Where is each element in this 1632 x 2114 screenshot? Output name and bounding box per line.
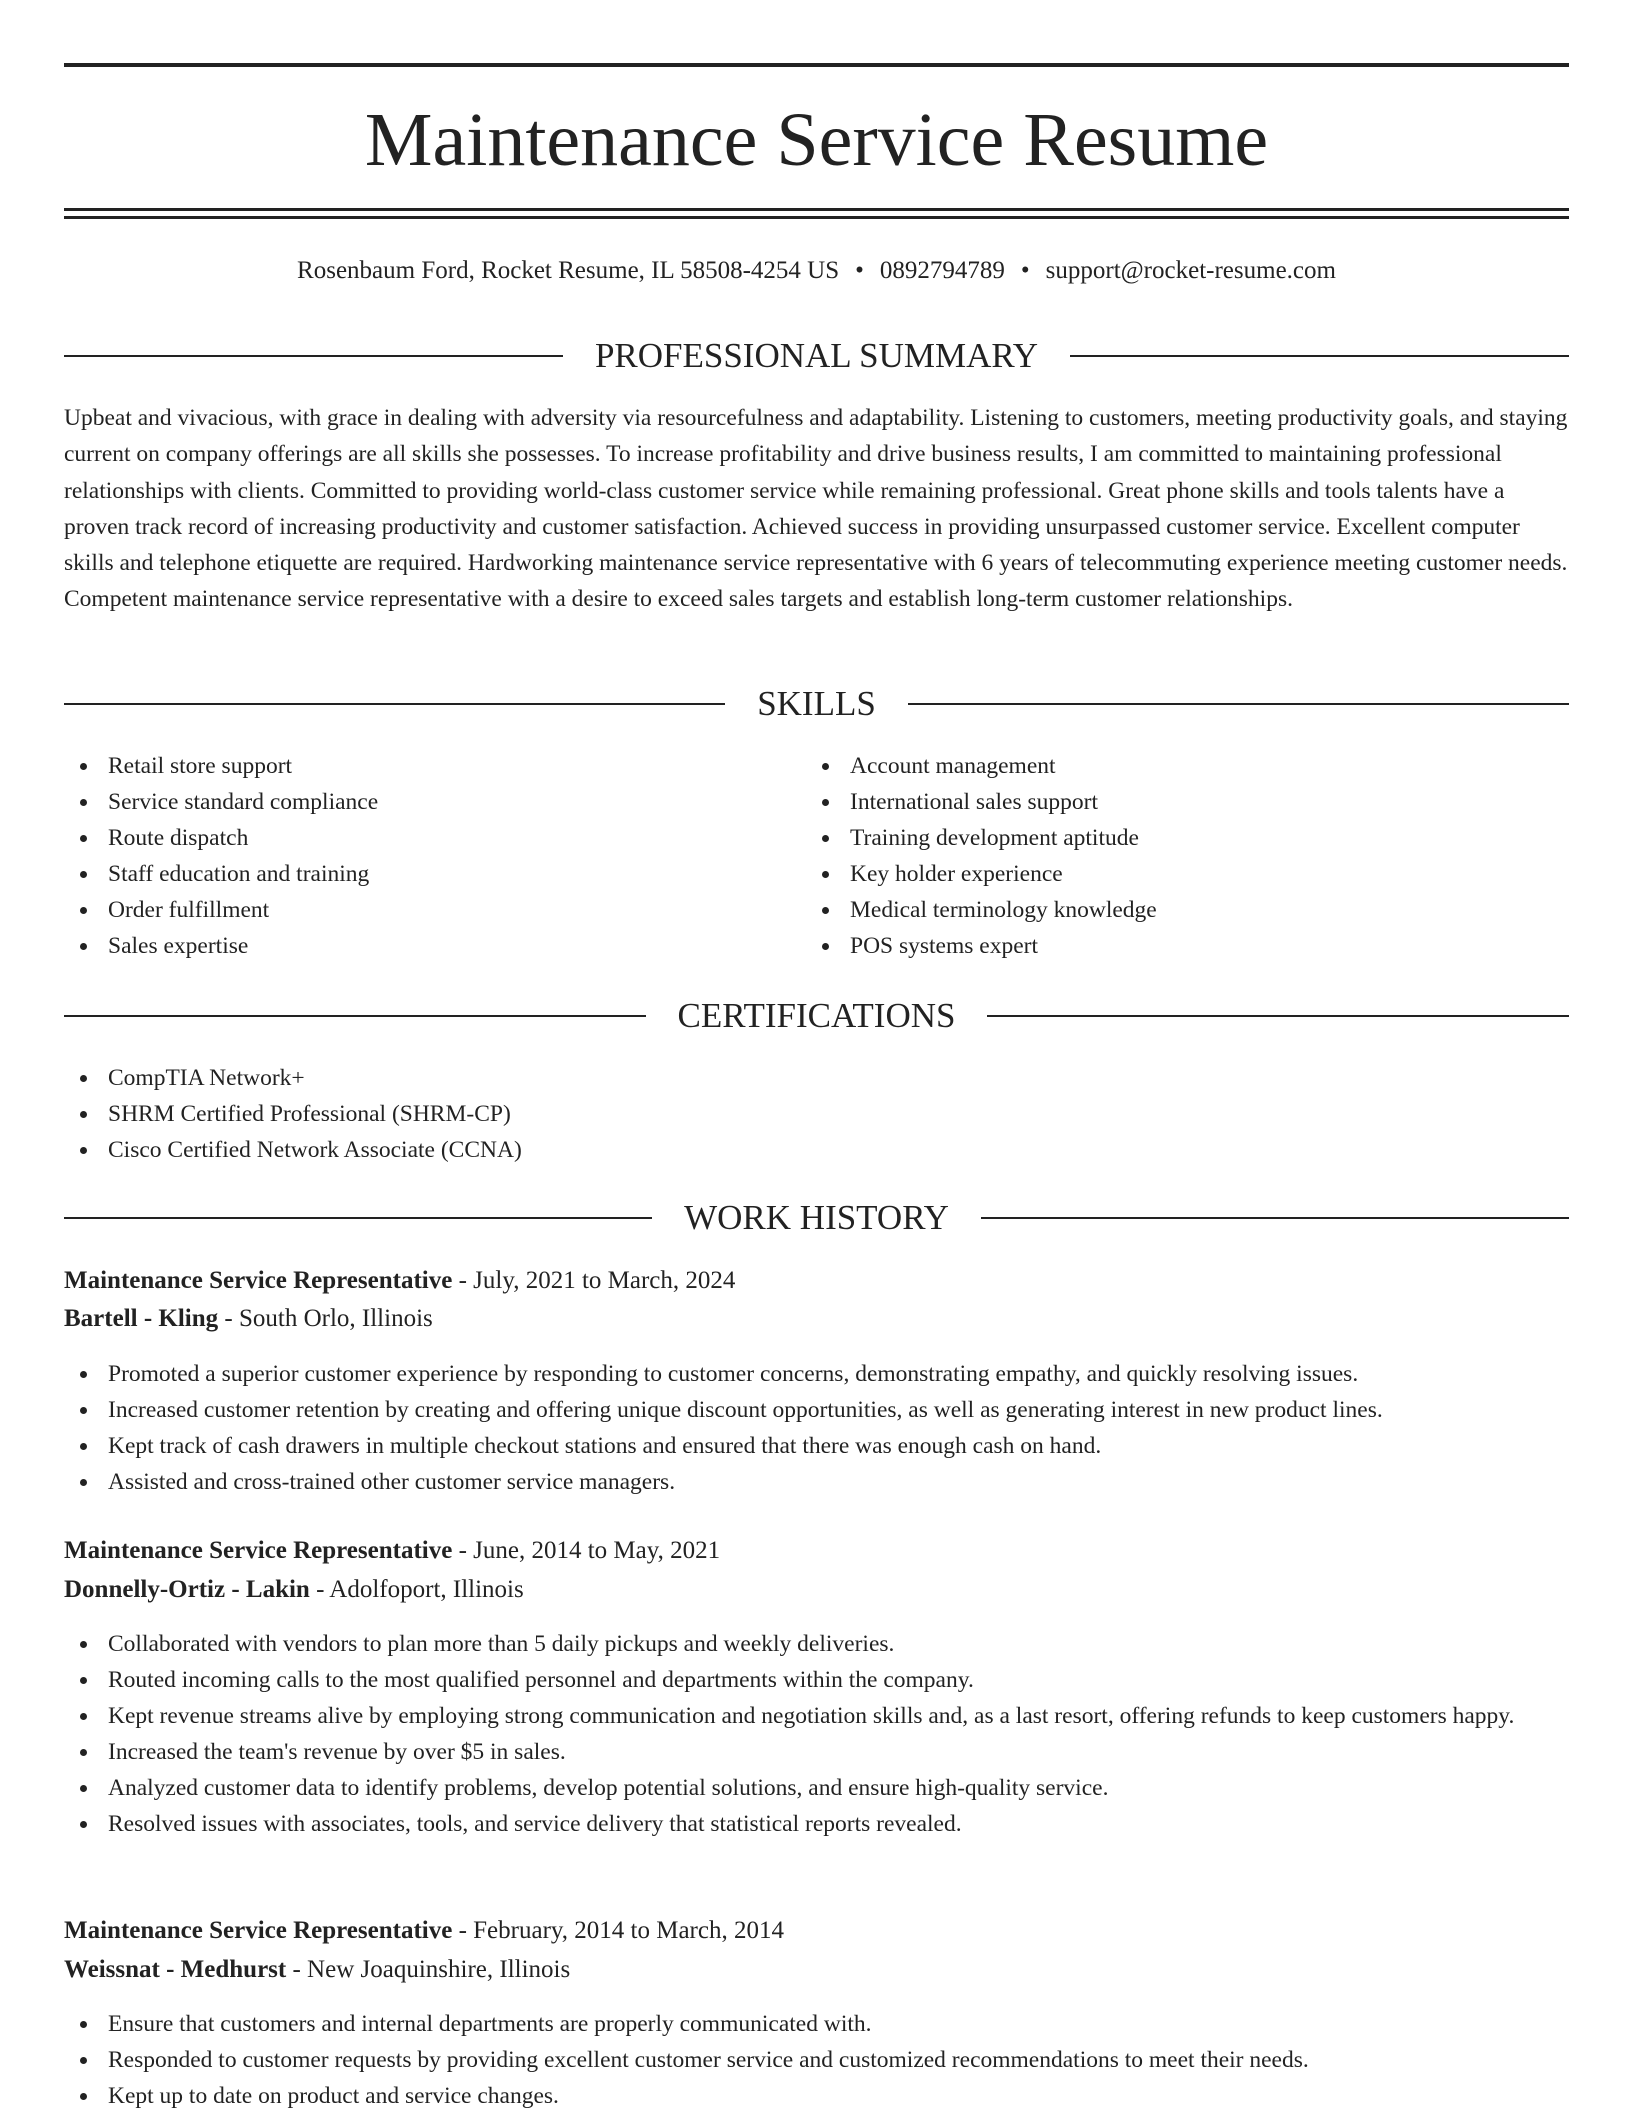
- skill-item: Sales expertise: [64, 928, 804, 964]
- job-bullets: [64, 1626, 1569, 1842]
- header-top-rule: [64, 63, 1569, 67]
- section-rule: [64, 355, 563, 357]
- certifications-list: [64, 1060, 1569, 1168]
- job-title: Maintenance Service Representative: [64, 1917, 453, 1944]
- job-title: Maintenance Service Representative: [64, 1537, 453, 1564]
- job-bullet: Ensure that customers and internal departments are properly communicated with.: [64, 2006, 1569, 2042]
- contact-phone: 0892794789: [879, 257, 1005, 284]
- section-rule: [1070, 355, 1569, 357]
- skill-item: Key holder experience: [806, 856, 1566, 892]
- job-company-line: [64, 1952, 1569, 1988]
- section-title: CERTIFICATIONS: [677, 996, 956, 1035]
- job-bullets: [64, 2006, 1569, 2114]
- skill-item: Route dispatch: [64, 820, 804, 856]
- job-bullet: Kept revenue streams alive by employing strong communication and negotiation skills and, as a last resort, offering refunds to keep customers happy.: [64, 1698, 1569, 1734]
- job-title-line: [64, 1263, 1569, 1299]
- section-heading-certifications: [64, 996, 1569, 1036]
- section-rule: [64, 1015, 646, 1017]
- job-dates: - February, 2014 to March, 2014: [452, 1917, 784, 1944]
- skill-item: Training development aptitude: [806, 820, 1566, 856]
- contact-address: Rosenbaum Ford, Rocket Resume, IL 58508-4254 US: [297, 257, 840, 284]
- certification-item: SHRM Certified Professional (SHRM-CP): [64, 1096, 1569, 1132]
- skill-item: Medical terminology knowledge: [806, 892, 1566, 928]
- section-title: WORK HISTORY: [684, 1198, 949, 1237]
- contact-line: [64, 255, 1569, 287]
- job-bullet: Analyzed customer data to identify problems, develop potential solutions, and ensure high-quality service.: [64, 1770, 1569, 1806]
- certification-item: CompTIA Network+: [64, 1060, 1569, 1096]
- section-rule: [908, 703, 1569, 705]
- section-heading-summary: [64, 336, 1569, 376]
- job-bullet: Responded to customer requests by providing excellent customer service and customized recommendations to meet their needs.: [64, 2042, 1569, 2078]
- job-company-line: [64, 1301, 1569, 1337]
- section-title: SKILLS: [757, 684, 876, 723]
- job-location: - South Orlo, Illinois: [218, 1305, 433, 1332]
- skill-item: Order fulfillment: [64, 892, 804, 928]
- job-company: Weissnat - Medhurst: [64, 1956, 287, 1983]
- job-dates: - July, 2021 to March, 2024: [452, 1267, 736, 1294]
- header-double-rule-upper: [64, 208, 1569, 211]
- section-rule: [981, 1217, 1569, 1219]
- job-title-line: [64, 1533, 1569, 1569]
- job-location: - New Joaquinshire, Illinois: [286, 1956, 571, 1983]
- job-company-line: [64, 1572, 1569, 1608]
- job-bullet: Resolved issues with associates, tools, and service delivery that statistical reports revealed.: [64, 1806, 1569, 1842]
- contact-separator: •: [1020, 257, 1030, 284]
- job-dates: - June, 2014 to May, 2021: [452, 1537, 721, 1564]
- job-bullet: Collaborated with vendors to plan more than 5 daily pickups and weekly deliveries.: [64, 1626, 1569, 1662]
- job-company: Bartell - Kling: [64, 1305, 219, 1332]
- skills-list-left: [64, 748, 804, 964]
- job-bullet: Kept up to date on product and service changes.: [64, 2078, 1569, 2114]
- skill-item: Account management: [806, 748, 1566, 784]
- skill-item: POS systems expert: [806, 928, 1566, 964]
- job-bullet: Increased customer retention by creating and offering unique discount opportunities, as well as generating interest in new product lines.: [64, 1392, 1569, 1428]
- section-heading-skills: [64, 684, 1569, 724]
- summary-paragraph: Upbeat and vivacious, with grace in dealing with adversity via resourcefulness and adaptability. Listening to customers, meeting productivity goals, and staying current on company offerings are all skills she possesses. To increase profitability and drive business results, I am committed to maintaining professional relationships with clients. Committed to providing world-class customer service while remaining professional. Great phone skills and tools talents have a proven track record of increasing productivity and customer satisfaction. Achieved success in providing unsurpassed customer service. Excellent computer skills and telephone etiquette are required. Hardworking maintenance service representative with 6 years of telecommuting experience meeting customer needs. Competent maintenance service representative with a desire to exceed sales targets and establish long-term customer relationships.: [64, 405, 1568, 613]
- skill-item: International sales support: [806, 784, 1566, 820]
- job-location: - Adolfoport, Illinois: [309, 1576, 524, 1603]
- job-bullet: Increased the team's revenue by over $5 in sales.: [64, 1734, 1569, 1770]
- job-company: Donnelly-Ortiz - Lakin: [64, 1576, 310, 1603]
- job-bullet: Assisted and cross-trained other customer service managers.: [64, 1464, 1569, 1500]
- skill-item: Staff education and training: [64, 856, 804, 892]
- job-bullets: [64, 1356, 1569, 1500]
- resume-title: Maintenance Service Resume: [364, 98, 1269, 182]
- section-title: PROFESSIONAL SUMMARY: [594, 336, 1039, 375]
- job-title: Maintenance Service Representative: [64, 1267, 453, 1294]
- contact-email: support@rocket-resume.com: [1045, 257, 1336, 284]
- skill-item: Service standard compliance: [64, 784, 804, 820]
- job-bullet: Kept track of cash drawers in multiple checkout stations and ensured that there was enough cash on hand.: [64, 1428, 1569, 1464]
- skill-item: Retail store support: [64, 748, 804, 784]
- section-rule: [987, 1015, 1569, 1017]
- skills-list-right: [806, 748, 1566, 964]
- job-title-line: [64, 1913, 1569, 1949]
- header-double-rule-lower: [64, 216, 1569, 219]
- job-bullet: Routed incoming calls to the most qualified personnel and departments within the company.: [64, 1662, 1569, 1698]
- contact-separator: •: [855, 257, 864, 284]
- section-heading-work-history: [64, 1198, 1569, 1238]
- certification-item: Cisco Certified Network Associate (CCNA): [64, 1132, 1569, 1168]
- section-rule: [64, 1217, 652, 1219]
- section-rule: [64, 703, 725, 705]
- job-bullet: Promoted a superior customer experience by responding to customer concerns, demonstrating empathy, and quickly resolving issues.: [64, 1356, 1569, 1392]
